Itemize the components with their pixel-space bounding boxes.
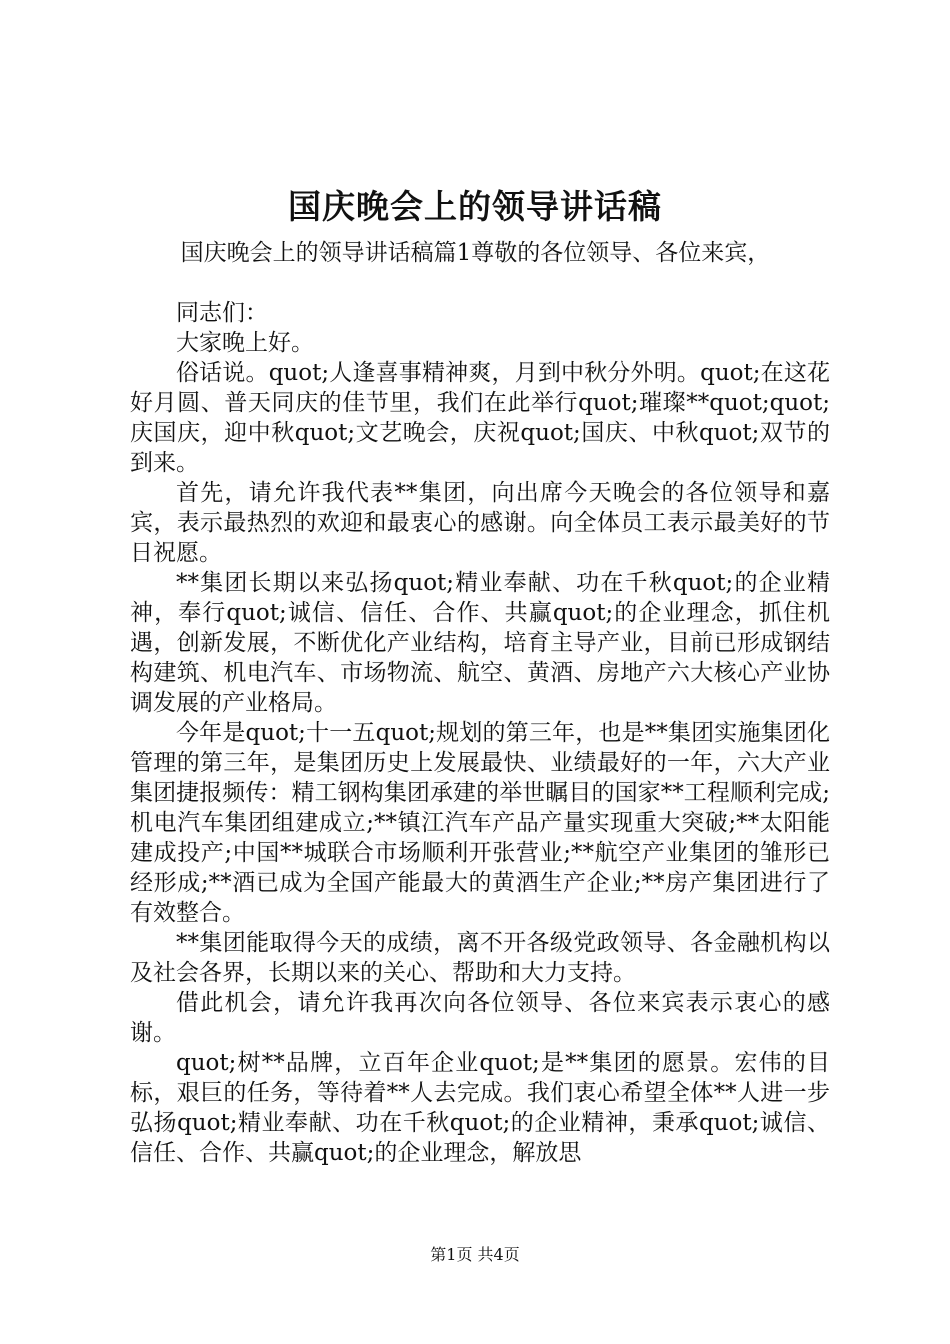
paragraph: **集团能取得今天的成绩，离不开各级党政领导、各金融机构以及社会各界，长期以来的关心、帮助和大力支持。: [130, 930, 830, 986]
page-footer: 第1页 共4页: [430, 1245, 520, 1264]
document-body: [130, 238, 830, 1168]
document-title: 国庆晚会上的领导讲话稿: [288, 187, 662, 226]
paragraph: **集团长期以来弘扬quot;精业奉献、功在千秋quot;的企业精神，奉行quot;诚信、信任、合作、共赢quot;的企业理念，抓住机遇，创新发展，不断优化产业结构，培育主导产业，目前已形成钢结构建筑、机电汽车、市场物流、航空、黄酒、房地产六大核心产业协调发展的产业格局。: [130, 570, 830, 716]
paragraph-opening: 国庆晚会上的领导讲话稿篇1尊敬的各位领导、各位来宾，: [180, 240, 771, 266]
paragraph-greeting: 大家晚上好。: [176, 330, 314, 356]
paragraph: 借此机会，请允许我再次向各位领导、各位来宾表示衷心的感谢。: [130, 990, 830, 1046]
paragraph: 今年是quot;十一五quot;规划的第三年，也是**集团实施集团化管理的第三年，是集团历史上发展最快、业绩最好的一年，六大产业集团捷报频传：精工钢构集团承建的举世瞩目的国家**工程顺利完成;机电汽车集团组建成立;**镇江汽车产品产量实现重大突破;**太阳能建成投产;中国**城联合市场顺利开张营业;**航空产业集团的雏形已经形成;**酒已成为全国产能最大的黄酒生产企业;**房产集团进行了有效整合。: [130, 720, 830, 926]
paragraph-salutation: 同志们：: [176, 300, 268, 326]
paragraph: quot;树**品牌，立百年企业quot;是**集团的愿景。宏伟的目标，艰巨的任务，等待着**人去完成。我们衷心希望全体**人进一步弘扬quot;精业奉献、功在千秋quot;的企业精神，秉承quot;诚信、信任、合作、共赢quot;的企业理念，解放思: [130, 1050, 830, 1166]
paragraph: 首先，请允许我代表**集团，向出席今天晚会的各位领导和嘉宾，表示最热烈的欢迎和最衷心的感谢。向全体员工表示最美好的节日祝愿。: [130, 480, 830, 566]
paragraph: 俗话说。quot;人逢喜事精神爽，月到中秋分外明。quot;在这花好月圆、普天同庆的佳节里，我们在此举行quot;璀璨**quot;quot;庆国庆，迎中秋quot;文艺晚会，庆祝quot;国庆、中秋quot;双节的到来。: [130, 360, 830, 476]
